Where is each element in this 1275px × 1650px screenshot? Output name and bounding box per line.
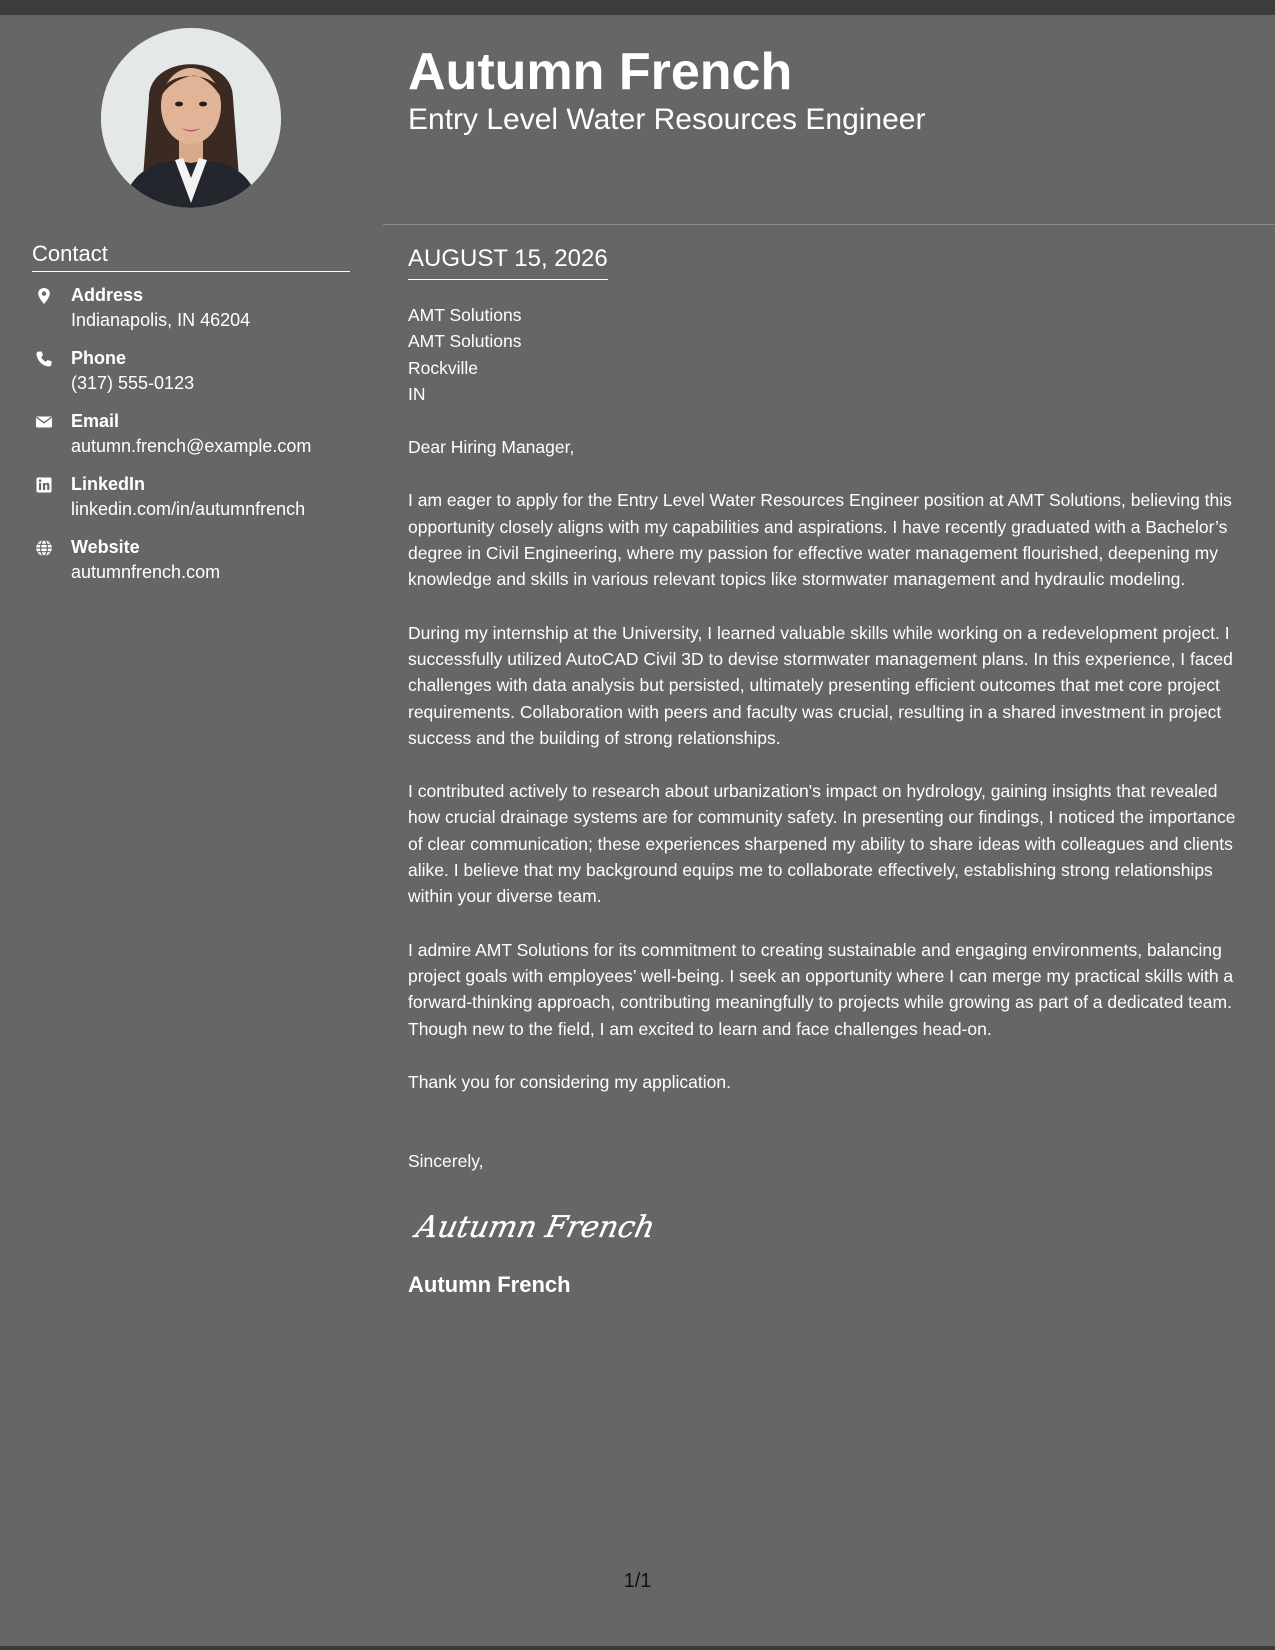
letter-paragraph: I contributed actively to research about urbanization's impact on hydrology, gaining insights that revealed how crucial drainage systems are for community safety. In presenting our findings, I noticed the importance of clear communication; these experiences sharpened my ability to share ideas with colleagues and clients alike. I believe that my background equips me to collaborate effectively, establishing strong relationships within your diverse team. xyxy=(408,781,1236,907)
contact-label: Website xyxy=(71,537,140,557)
salutation: Dear Hiring Manager, xyxy=(408,437,575,458)
contact-value: (317) 555-0123 xyxy=(71,373,195,393)
contact-label: Phone xyxy=(71,348,127,368)
page-number: 1/1 xyxy=(623,1570,652,1592)
job-title: Entry Level Water Resources Engineer xyxy=(408,103,926,136)
envelope-icon xyxy=(35,413,53,431)
letter-date: AUGUST 15, 2026 xyxy=(408,245,608,280)
contact-email xyxy=(32,411,372,474)
signature-image xyxy=(408,1192,1254,1260)
letter-paragraph: I admire AMT Solutions for its commitment to creating sustainable and engaging environments, balancing project goals with employees’ well-being. I seek an opportunity where I can merge my practical skills with a forward-thinking approach, contributing meaningfully to projects while growing as part of a dedicated team. Though new to the field, I am excited to learn and face challenges head-on. xyxy=(408,939,1234,1039)
signature-text: Autumn French xyxy=(412,1210,658,1246)
letter-paragraph: I am eager to apply for the Entry Level Water Resources Engineer position at AMT Solutions, believing this opportunity closely aligns with my capabilities and aspirations. I have recently graduated with a Bachelor’s degree in Civil Engineering, where my passion for effective water management flourished, deepening my knowledge and skills in various relevant topics like stormwater management and hydraulic modeling. xyxy=(408,490,1232,590)
signer-name: Autumn French xyxy=(408,1272,571,1298)
contact-heading: Contact xyxy=(32,241,350,272)
contact-value: autumn.french@example.com xyxy=(71,436,312,456)
header-divider xyxy=(383,224,1275,225)
contact-website xyxy=(32,537,372,600)
recipient-block xyxy=(408,302,1254,407)
sidebar xyxy=(0,15,383,1615)
letter-paragraph: Thank you for considering my application. xyxy=(408,1071,731,1092)
contact-value: Indianapolis, IN 46204 xyxy=(71,310,251,330)
top-bar xyxy=(0,0,1275,15)
contact-label: Address xyxy=(71,285,144,305)
globe-icon xyxy=(35,539,53,557)
contact-phone xyxy=(32,348,372,411)
linkedin-icon xyxy=(35,476,53,494)
recipient-line: AMT Solutions xyxy=(408,331,522,352)
letter-body xyxy=(408,302,1254,1299)
recipient-line: IN xyxy=(408,383,426,404)
contact-label: LinkedIn xyxy=(71,474,146,494)
contact-value: autumnfrench.com xyxy=(71,562,221,582)
profile-photo xyxy=(101,28,281,208)
phone-icon xyxy=(35,350,53,368)
location-pin-icon xyxy=(35,287,53,305)
candidate-name: Autumn French xyxy=(408,43,793,101)
contact-linkedin xyxy=(32,474,372,537)
closing: Sincerely, xyxy=(408,1151,484,1172)
letter-paragraph: During my internship at the University, I learned valuable skills while working on a redevelopment project. I successfully utilized AutoCAD Civil 3D to devise stormwater management plans. In this experience, I faced challenges with data analysis but persisted, ultimately presenting efficient outcomes that met core project requirements. Collaboration with peers and faculty was crucial, resulting in a shared investment in project success and the building of strong relationships. xyxy=(408,622,1233,748)
recipient-line: AMT Solutions xyxy=(408,305,522,325)
recipient-line: Rockville xyxy=(408,357,479,378)
contact-list xyxy=(32,285,372,600)
contact-value: linkedin.com/in/autumnfrench xyxy=(71,499,306,519)
contact-address xyxy=(32,285,372,348)
bottom-bar xyxy=(0,1646,1275,1650)
contact-label: Email xyxy=(71,411,120,431)
